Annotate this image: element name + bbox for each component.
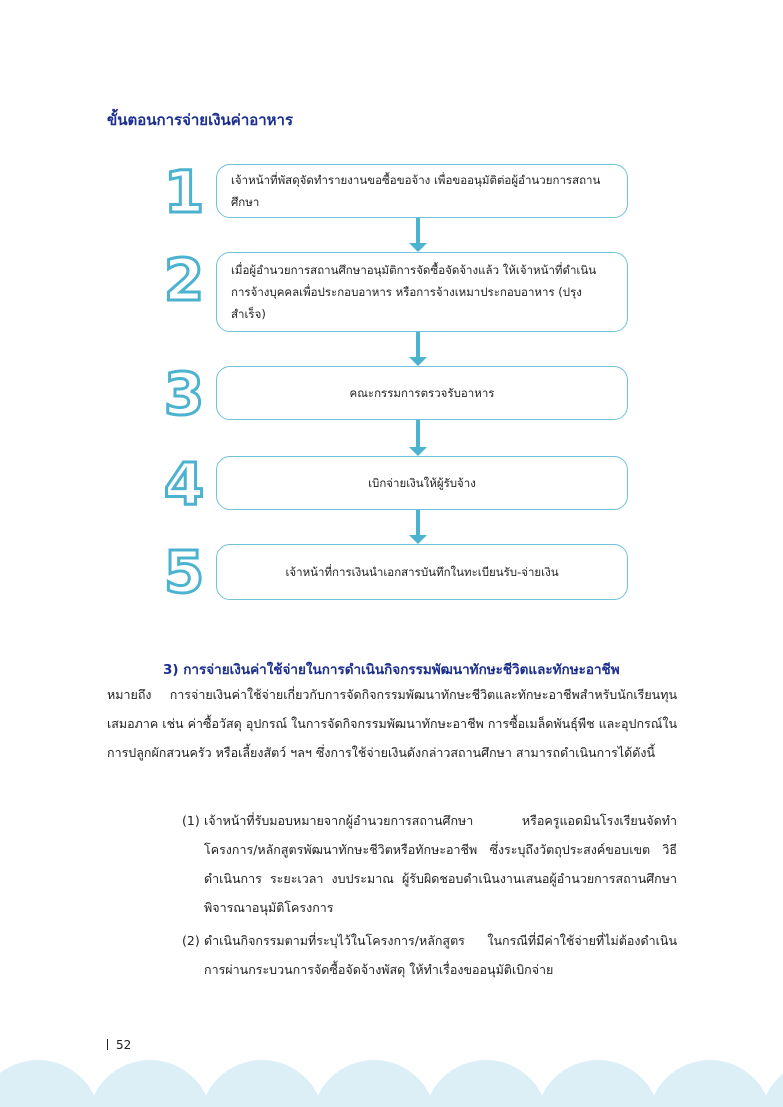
step-number-2: 2	[163, 246, 205, 314]
step-box-4: เบิกจ่ายเงินให้ผู้รับจ้าง	[216, 456, 628, 510]
list-item-number: (1)	[182, 813, 200, 828]
step-number-5: 5	[163, 538, 205, 606]
arrow-down-icon	[409, 510, 427, 544]
step-number-4: 4	[163, 450, 205, 518]
list-item-text: ดำเนินกิจกรรมตามที่ระบุไว้ในโครงการ/หลักสูตร ในกรณีที่มีค่าใช้จ่ายที่ไม่ต้องดำเนินการผ่านกระบวนการจัดซื้อจัดจ้างพัสดุ ให้ทำเรื่องขออนุมัติเบิกจ่าย	[204, 933, 677, 977]
step-box-1: เจ้าหน้าที่พัสดุจัดทำรายงานขอซื้อขอจ้าง เพื่อขออนุมัติต่อผู้อำนวยการสถานศึกษา	[216, 164, 628, 218]
list-item-text: เจ้าหน้าที่รับมอบหมายจากผู้อำนวยการสถานศึกษา หรือครูแอดมินโรงเรียนจัดทำโครงการ/หลักสูตรพัฒนาทักษะชีวิตหรือทักษะอาชีพ ซึ่งระบุถึงวัตถุประสงค์ขอบเขต วิธีดำเนินการ ระยะเวลา งบประมาณ ผู้รับผิดชอบดำเนินงานเสนอผู้อำนวยการสถานศึกษา พิจารณาอนุมัติโครงการ	[204, 813, 677, 915]
footer-wave-decoration	[0, 1060, 783, 1107]
list-item-number: (2)	[182, 933, 200, 948]
section-title: 3) การจ่ายเงินค่าใช้จ่ายในการดำเนินกิจกรรมพัฒนาทักษะชีวิตและทักษะอาชีพ	[163, 662, 620, 678]
page-number: 52	[107, 1038, 131, 1052]
step-number-1: 1	[163, 158, 205, 226]
step-box-3: คณะกรรมการตรวจรับอาหาร	[216, 366, 628, 420]
section-paragraph: หมายถึง การจ่ายเงินค่าใช้จ่ายเกี่ยวกับการจัดกิจกรรมพัฒนาทักษะชีวิตและทักษะอาชีพสำหรับนักเรียนทุนเสมอภาค เช่น ค่าซื้อวัสดุ อุปกรณ์ ในการจัดกิจกรรมพัฒนาทักษะอาชีพ การซื้อเมล็ดพันธุ์พืช และอุปกรณ์ในการปลูกผักสวนครัว หรือเลี้ยงสัตว์ ฯลฯ ซึ่งการใช้จ่ายเงินดังกล่าวสถานศึกษา สามารถดำเนินการได้ดังนี้	[107, 687, 677, 760]
arrow-down-icon	[409, 332, 427, 366]
step-number-3: 3	[163, 360, 205, 428]
step-box-5: เจ้าหน้าที่การเงินนำเอกสารบันทึกในทะเบียนรับ-จ่ายเงิน	[216, 544, 628, 600]
step-box-2: เมื่อผู้อำนวยการสถานศึกษาอนุมัติการจัดซื้อจัดจ้างแล้ว ให้เจ้าหน้าที่ดำเนินการจ้างบุคคลเพื่อประกอบอาหาร หรือการจ้างเหมาประกอบอาหาร (ปรุงสำเร็จ)	[216, 252, 628, 332]
arrow-down-icon	[409, 218, 427, 252]
page-heading: ขั้นตอนการจ่ายเงินค่าอาหาร	[107, 111, 294, 129]
list-item	[182, 926, 677, 984]
list-item	[182, 806, 677, 922]
arrow-down-icon	[409, 420, 427, 456]
